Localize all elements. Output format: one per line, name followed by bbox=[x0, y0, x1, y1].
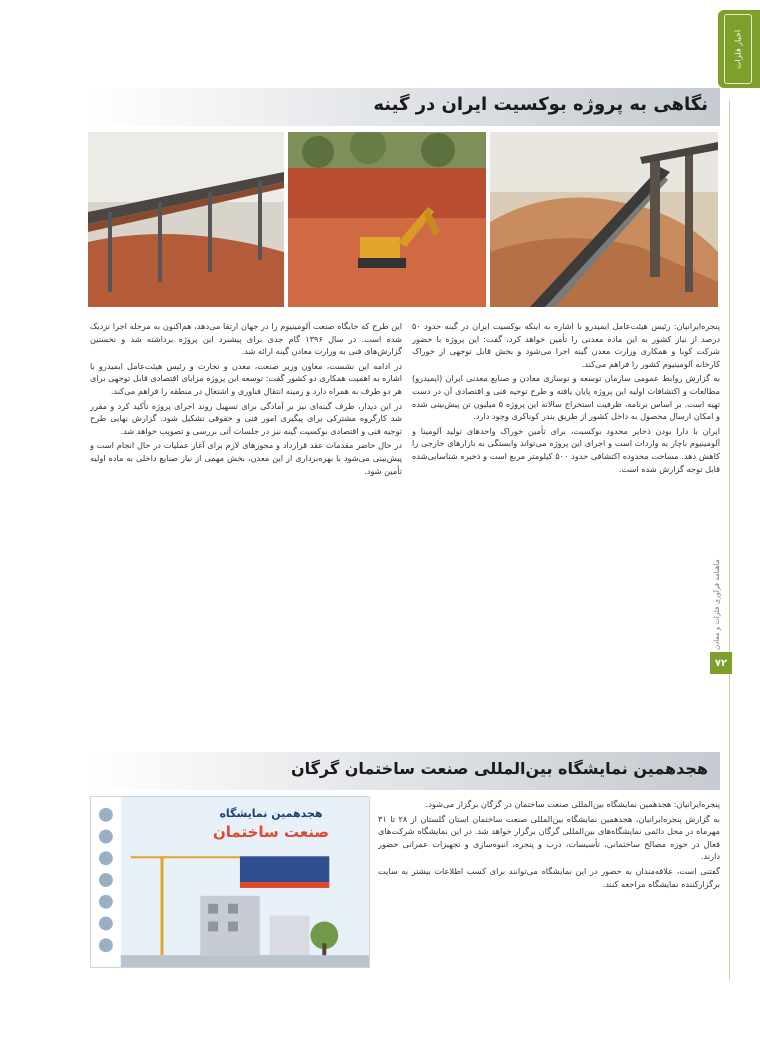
section-tab bbox=[718, 10, 760, 88]
paragraph: این طرح که جایگاه صنعت آلومینیوم را در جهان ارتقا می‌دهد، هم‌اکنون به مرحله اجرا نزدیک شده است. در سال ۱۳۹۶ گام جدی برای پیشبرد این پروژه برداشته شد و نخستین گزارش‌های فنی به وزارت معادن گینه ارائه شد. bbox=[90, 321, 402, 357]
article-2-column bbox=[378, 798, 720, 968]
side-divider bbox=[729, 100, 730, 980]
article-1-column-left bbox=[90, 320, 402, 752]
article-1-title: نگاهی به پروژه بوکسیت ایران در گینه bbox=[373, 94, 708, 115]
paragraph: پنجره‌ایرانیان: هجدهمین نمایشگاه بین‌المللی صنعت ساختمان در گرگان برگزار می‌شود. bbox=[425, 799, 720, 809]
poster-line-2: صنعت ساختمان bbox=[213, 823, 329, 841]
article-1-title-bar bbox=[88, 88, 720, 126]
page-number: ۷۲ bbox=[710, 652, 732, 674]
poster-line-1: هجدهمین نمایشگاه bbox=[219, 807, 323, 820]
paragraph: گفتنی است، علاقه‌مندان به حضور در این نمایشگاه می‌توانند برای کسب اطلاعات بیشتر به سایت برگزارکننده نمایشگاه مراجعه کنند. bbox=[378, 865, 720, 889]
article-2-title-bar bbox=[88, 752, 720, 790]
paragraph: به گزارش پنجره‌ایرانیان، هجدهمین نمایشگاه بین‌المللی صنعت ساختمان استان گلستان از ۲۸ تا ۳۱ مهرماه در محل دائمی نمایشگاه‌های بین‌المللی گرگان برگزار خواهد شد. در این نمایشگاه شرکت‌های فعال در حوزه مصالح ساختمانی، تأسیسات، درب و پنجره، انبوه‌سازی و تجهیزات عمرانی حضور دارند. bbox=[378, 813, 720, 862]
article-1-column-right bbox=[412, 320, 720, 752]
exhibition-poster bbox=[90, 796, 370, 968]
paragraph: به گزارش روابط عمومی سازمان توسعه و نوسازی معادن و صنایع معدنی ایران (ایمیدرو) مطالعات و اکتشافات اولیه این پروژه پایان یافته و طرح توجیه فنی و اقتصادی آن در دست تهیه است. بر اساس برنامه، ظرفیت استخراج سالانه این پروژه ۵ میلیون تن پیش‌بینی شده و امکان ارسال محصول به داخل کشور از طریق بندر کوناکری وجود دارد. bbox=[412, 373, 720, 422]
photo-excavator bbox=[288, 132, 486, 307]
paragraph: در ادامه این نشست، معاون وزیر صنعت، معدن و تجارت و رئیس هیئت‌عامل ایمیدرو با اشاره به اهمیت همکاری دو کشور گفت: توسعه این پروژه مزایای اقتصادی قابل توجهی برای هر دو طرف به همراه دارد و زمینه انتقال فناوری و اشتغال در منطقه را فراهم می‌کند. bbox=[90, 360, 402, 396]
paragraph: پنجره‌ایرانیان: رئیس هیئت‌عامل ایمیدرو با اشاره به اینکه بوکسیت ایران در گینه حدود ۵۰ درصد از نیاز کشور به این ماده معدنی را تأمین خواهد کرد، گفت: این پروژه با حضور شرکت کوبا و همکاری وزارت معدن گینه اجرا می‌شود و بخش قابل توجهی از خوراک کارخانه آلومینیوم کشور را فراهم می‌کند. bbox=[412, 321, 720, 369]
paragraph: در این دیدار، طرف گینه‌ای نیز بر آمادگی برای تسهیل روند اجرای پروژه تأکید کرد و مقرر شد کارگروه مشترکی برای پیگیری امور فنی و حقوقی تشکیل شود. گزارش نهایی طرح توجیه فنی و اقتصادی بوکسیت گینه نیز در جلسات آتی بررسی و تصویب خواهد شد. bbox=[90, 400, 402, 436]
paragraph: در حال حاضر مقدمات عقد قرارداد و مجوزهای لازم برای آغاز عملیات در حال انجام است و پیش‌بینی می‌شود با بهره‌برداری از این معدن، بخش مهمی از نیاز صنایع داخلی به ماده اولیه تأمین شود. bbox=[90, 440, 402, 476]
paragraph: ایران با دارا بودن ذخایر محدود بوکسیت، برای تأمین خوراک واحدهای تولید آلومینا و آلومینیوم ناچار به واردات است و اجرای این پروژه می‌تواند وابستگی به بازارهای خارجی را کاهش دهد. مساحت محدوده اکتشافی حدود ۵۰۰ کیلومتر مربع است و ذخیره شناسایی‌شده قابل توجه گزارش شده است. bbox=[412, 425, 720, 474]
magazine-caption: ماهنامه فرآوری فلزات و معادن bbox=[713, 559, 721, 650]
photo-conveyor-stockpile bbox=[490, 132, 718, 307]
section-tab-label: اخبار فلزات bbox=[724, 14, 752, 84]
article-2-title: هجدهمین نمایشگاه بین‌المللی صنعت ساختمان گرگان bbox=[290, 759, 708, 778]
photo-conveyor-belt bbox=[88, 132, 284, 307]
